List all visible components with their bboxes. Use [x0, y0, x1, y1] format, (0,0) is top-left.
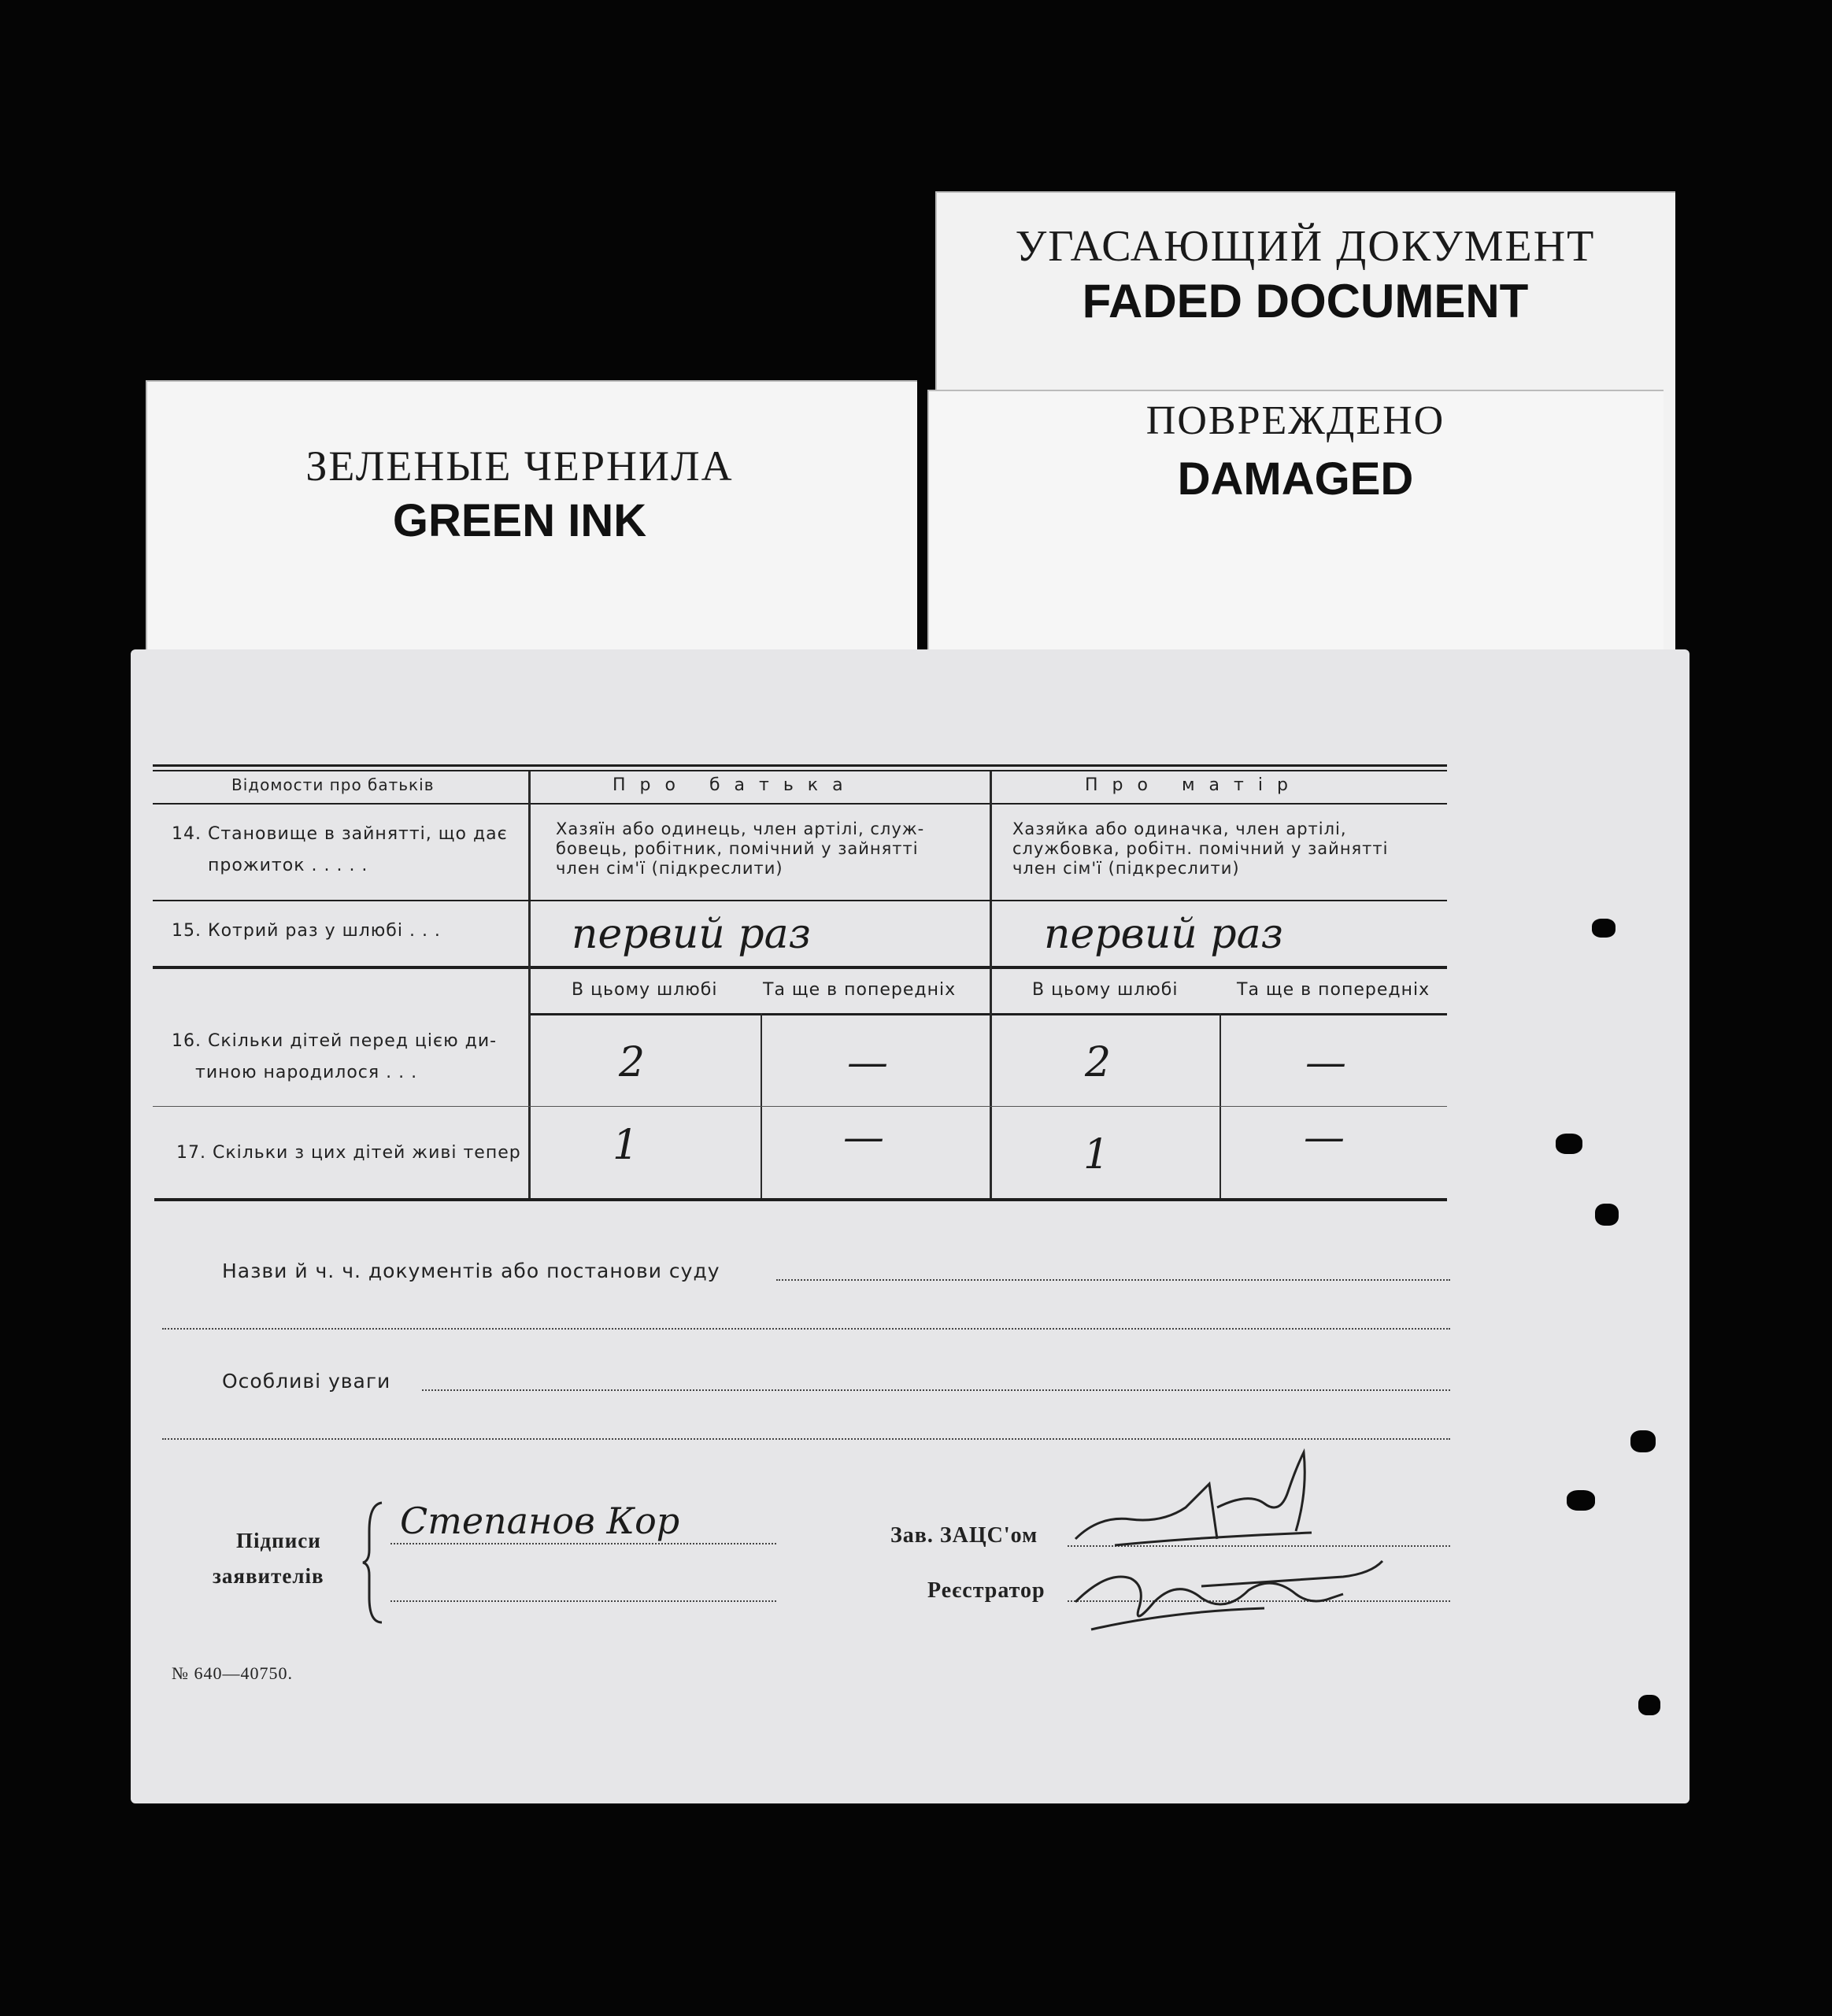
mother-previous-header: Та ще в попередніх — [1237, 980, 1430, 1000]
row15-father-value: первий раз — [572, 911, 811, 958]
row16-mother-prev: — — [1305, 1039, 1346, 1086]
row17-mother-this: 1 — [1083, 1131, 1110, 1178]
punch-hole — [1638, 1695, 1660, 1715]
header-parents-info: Відомости про батьків — [231, 775, 435, 794]
punch-hole — [1595, 1204, 1619, 1226]
row14-father-options: Хазяїн або одинець, член артілі, служ-бовець, робітник, помічний у зайнятті член сім'ї (підкреслити) — [556, 819, 925, 878]
punch-hole — [1630, 1430, 1656, 1452]
row17-label: 17. Скільки з цих дітей живі тепер — [176, 1143, 521, 1163]
father-this-marriage-header: В цьому шлюбі — [572, 980, 718, 1000]
header-about-mother: Про матір — [1085, 775, 1302, 795]
row17-father-prev: — — [843, 1114, 884, 1161]
row14-label-line1: 14. Становище в зайнятті, що дає — [172, 824, 508, 844]
father-previous-header: Та ще в попередніх — [763, 980, 957, 1000]
applicant-signature: Степанов Кор — [400, 1500, 680, 1542]
green-ink-label-en: GREEN INK — [392, 495, 647, 546]
form-number: № 640—40750. — [172, 1663, 293, 1683]
zags-head-label: Зав. ЗАЦС'ом — [890, 1523, 1038, 1548]
damaged-label-ru: ПОВРЕЖДЕНО — [1145, 398, 1445, 443]
signatures-label-line1: Підписи — [236, 1529, 321, 1552]
registrar-label: Реєстратор — [927, 1578, 1046, 1603]
row16-father-prev: — — [847, 1039, 888, 1086]
row17-father-this: 1 — [613, 1122, 639, 1169]
row15-mother-value: первий раз — [1044, 911, 1283, 958]
row15-label: 15. Котрий раз у шлюбі . . . — [172, 921, 441, 941]
faded-document-label-en: FADED DOCUMENT — [1082, 275, 1529, 327]
punch-hole — [1567, 1490, 1595, 1511]
row16-label-line1: 16. Скільки дітей перед цією ди- — [172, 1031, 498, 1051]
documents-label: Назви й ч. ч. документів або постанови суду — [222, 1260, 720, 1282]
damaged-label-en: DAMAGED — [1177, 453, 1414, 505]
row14-label-line2: прожиток . . . . . — [208, 856, 368, 875]
signature-brace — [363, 1500, 387, 1626]
punch-hole — [1556, 1134, 1582, 1154]
mother-this-marriage-header: В цьому шлюбі — [1032, 980, 1179, 1000]
zags-head-signature — [1068, 1444, 1319, 1563]
document-sheet — [131, 649, 1690, 1803]
remarks-label: Особливі уваги — [222, 1370, 391, 1393]
row16-father-this: 2 — [619, 1039, 646, 1086]
row16-mother-this: 2 — [1085, 1039, 1112, 1086]
damaged-card — [927, 390, 1664, 661]
row17-mother-prev: — — [1304, 1114, 1345, 1161]
registrar-signature — [1060, 1555, 1390, 1641]
punch-hole — [1592, 919, 1615, 938]
faded-document-label-ru: УГАСАЮЩИЙ ДОКУМЕНТ — [1015, 222, 1596, 271]
header-about-father: Про батька — [613, 775, 857, 795]
green-ink-card — [146, 380, 917, 664]
green-ink-label-ru: ЗЕЛЕНЫЕ ЧЕРНИЛА — [305, 442, 734, 490]
row16-label-line2: тиною народилося . . . — [195, 1063, 418, 1082]
signatures-label-line2: заявителів — [213, 1564, 324, 1588]
row14-mother-options: Хазяйка або одиначка, член артілі, службовка, робітн. помічний у зайнятті член сім'ї (підкреслити) — [1012, 819, 1389, 878]
